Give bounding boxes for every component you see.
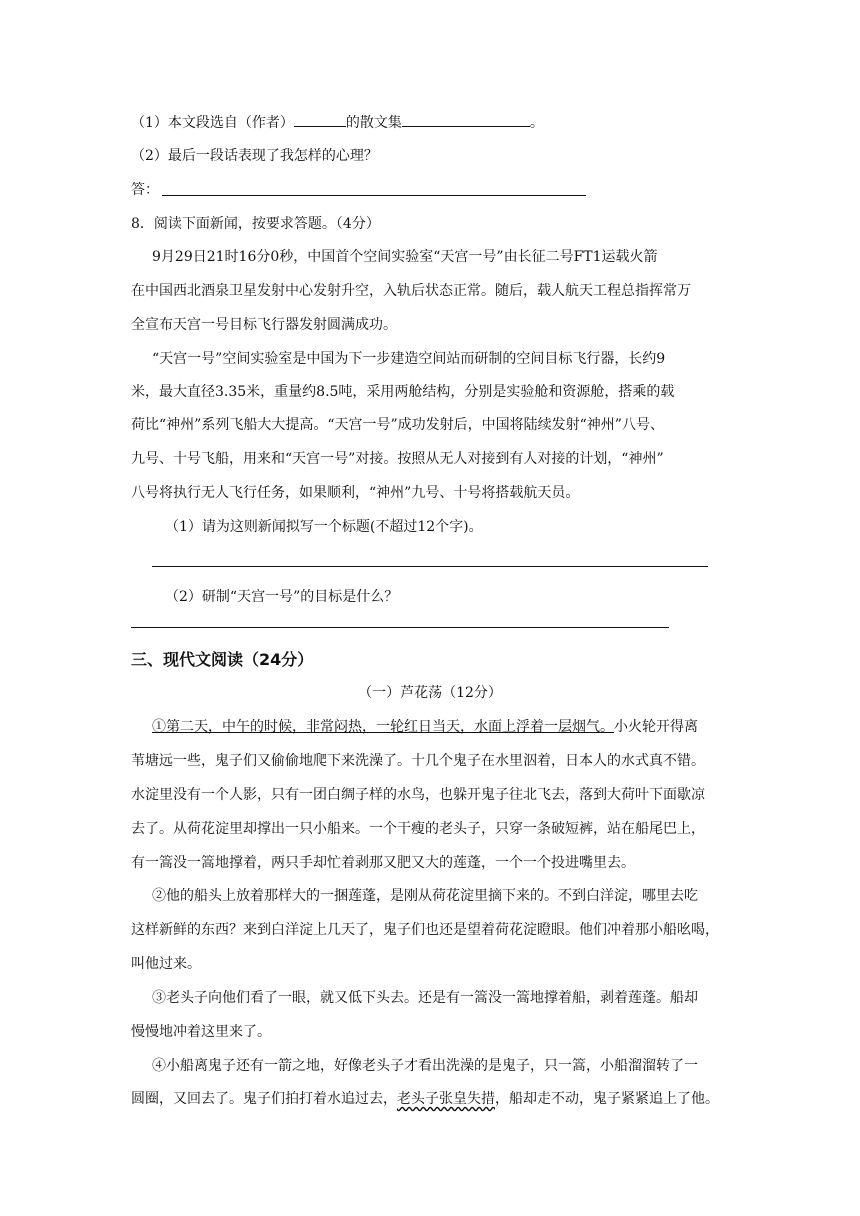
p4-line2: [131, 1089, 719, 1109]
p1-underlined-sentence: ①第二天，中午的时候，非常闷热，一轮红日当天，水面上浮着一层烟气。: [152, 719, 614, 735]
author-blank[interactable]: [294, 112, 346, 127]
p1-line5: 有一篙没一篙地撑着，两只手却忙着剥那又肥又大的莲蓬，一个一个投进嘴里去。: [131, 855, 635, 871]
q7-sub1: [131, 112, 544, 133]
p1-line1: [152, 717, 698, 737]
p1-line3: 水淀里没有一个人影，只有一团白绸子样的水鸟，也躲开鬼子往北飞去，落到大荷叶下面歇凉: [131, 787, 705, 803]
q7-sub2: （2）最后一段话表现了我怎样的心理？: [131, 148, 378, 164]
q7-sub1-text-a: （1）本文段选自（作者）: [131, 115, 294, 131]
q8-para2-line3: 荷比“神州”系列飞船大大提高。“天宫一号”成功发射后，中国将陆续发射“神州”八号、: [131, 417, 664, 433]
q8-para1-line3: 全宣布天宫一号目标飞行器发射圆满成功。: [131, 317, 397, 333]
q7-answer-label: 答：: [131, 182, 159, 198]
q7-sub1-text-c: 。: [529, 115, 544, 131]
q8-title: 8．阅读下面新闻，按要求答题。（4分）: [131, 216, 380, 232]
p2-line3: 叫他过来。: [131, 956, 201, 972]
p2-line2: 这样新鲜的东西？来到白洋淀上几天了，鬼子们也还是望着荷花淀瞪眼。他们冲着那小船吆喝，: [131, 922, 719, 938]
collection-blank[interactable]: [402, 112, 530, 127]
q8-sub1: （1）请为这则新闻拟写一个标题(不超过12个字)。: [165, 519, 483, 535]
q8-para1-line2: 在中国西北酒泉卫星发射中心发射升空，入轨后状态正常。随后，载人航天工程总指挥常万: [131, 283, 691, 299]
p1-line4: 去了。从荷花淀里却撑出一只小船来。一个干瘦的老头子，只穿一条破短裤，站在船尾巴上，: [131, 821, 705, 837]
p2-line1: ②他的船头上放着那样大的一捆莲蓬，是刚从荷花淀里摘下来的。不到白洋淀，哪里去吃: [152, 888, 698, 904]
section3-subtitle: （一）芦花荡（12分）: [358, 685, 502, 701]
q7-sub1-text-b: 的散文集: [345, 115, 402, 131]
p4-wavy-phrase: 老头子张皇失措: [397, 1091, 495, 1107]
q8-para2-line2: 米，最大直径3.35米，重量约8.5吨，采用两舱结构，分别是实验舱和资源舱，搭乘的载: [131, 384, 675, 400]
p3-line2: 慢慢地冲着这里来了。: [131, 1024, 271, 1040]
q8-para1-line1: 9月29日21时16分0秒，中国首个空间实验室“天宫一号”由长征二号FT1运载火箭: [152, 249, 658, 265]
q8-para2-line1: “天宫一号”空间实验室是中国为下一步建造空间站而研制的空间目标飞行器，长约9: [152, 351, 666, 367]
section3-heading: 三、现代文阅读（24分）: [131, 650, 314, 669]
p3-line1: ③老头子向他们看了一眼，就又低下头去。还是有一篙没一篙地撑着船，剥着莲蓬。船却: [152, 990, 698, 1006]
p1-line1-rest: 小火轮开得离: [614, 719, 698, 735]
p4-line2-start: 圆圈，又回去了。鬼子们拍打着水追过去，: [131, 1091, 397, 1107]
q7-answer-line[interactable]: [162, 195, 586, 196]
q8-para2-line4: 九号、十号飞船，用来和“天宫一号”对接。按照从无人对接到有人对接的计划，“神州”: [131, 451, 664, 467]
p4-line1: ④小船离鬼子还有一箭之地，好像老头子才看出洗澡的是鬼子，只一篙，小船溜溜转了一: [152, 1058, 698, 1074]
p4-line2-end: ，船却走不动，鬼子紧紧追上了他。: [495, 1091, 719, 1107]
q8-sub2: （2）研制“天宫一号”的目标是什么？: [165, 589, 399, 605]
q8-sub1-answer-line[interactable]: [152, 566, 708, 567]
p1-line2: 苇塘远一些，鬼子们又偷偷地爬下来洗澡了。十几个鬼子在水里泅着，日本人的水式真不错。: [131, 753, 705, 769]
q8-sub2-answer-line[interactable]: [131, 627, 669, 628]
q8-para2-line5: 八号将执行无人飞行任务，如果顺利，“神州”九号、十号将搭载航天员。: [131, 485, 580, 501]
